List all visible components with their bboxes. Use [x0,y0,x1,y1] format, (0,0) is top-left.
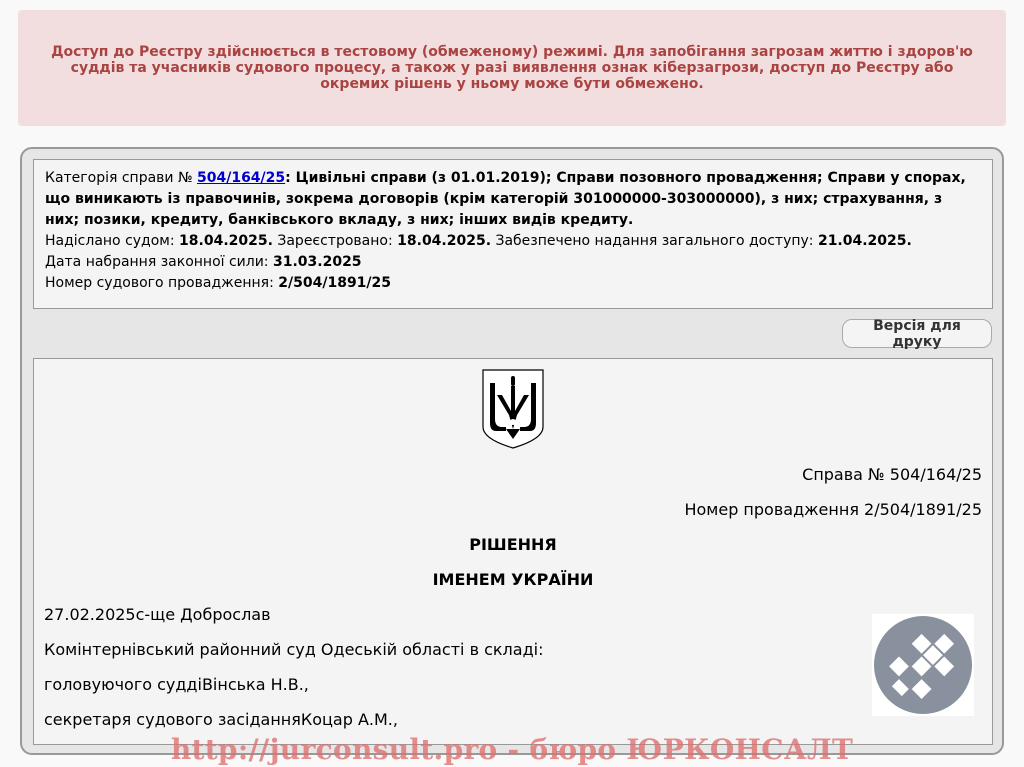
sent-label: Надіслано судом: [45,233,180,249]
secretary-line: секретаря судового засіданняКоцар А.М., [44,710,398,729]
force-date: 31.03.2025 [272,254,362,270]
proceeding-label: Номер судового провадження: [45,275,279,291]
case-number-link[interactable]: 504/164/25 [196,170,286,186]
proceeding-number: 2/504/1891/25 [278,275,392,291]
decision-title: РІШЕННЯ [469,535,557,554]
legal-force-row [45,252,981,273]
category-text: : Цивільні справи (з 01.01.2019); Справи позовного провадження; Справи у спорах, що виникають із правочинів, зокрема договорів (крім категорій 301000000-303000000), з них; страхування, з них; позики, кредиту, банківського вкладу, з них; інших видів кредиту. [45,170,966,228]
decision-document [33,358,993,745]
access-warning-banner [18,10,1006,126]
force-label: Дата набрання законної сили: [45,254,273,270]
access-label: Забезпечено надання загального доступу: [491,233,818,249]
case-info-panel [33,159,993,309]
court-line: Комінтернівський районний суд Одеській області в складі: [44,640,544,659]
print-version-button[interactable]: Версія для друку [842,319,992,348]
proceeding-number-line: Номер провадження 2/504/1891/25 [684,500,982,519]
proceeding-row [45,273,981,294]
registered-label: Зареєстровано: [272,233,398,249]
case-category [45,168,981,231]
date-place-line: 27.02.2025с-ще Доброслав [44,605,271,624]
category-prefix: Категорія справи № [45,170,197,186]
decision-frame [20,147,1004,755]
access-warning-text: Доступ до Реєстру здійснюється в тестовому (обмеженому) режимі. Для запобігання загрозам життю і здоров'ю суддів та учасників судового процесу, а також у разі виявлення ознак кіберзагрози, доступ до Реєстру або окремих рішень у ньому може бути обмежено. [51,44,973,92]
dates-row [45,231,981,252]
registered-date: 18.04.2025. [397,233,492,249]
sent-date: 18.04.2025. [179,233,273,249]
jurconsult-logo-icon [872,614,974,716]
decision-subtitle: ІМЕНЕМ УКРАЇНИ [432,570,594,589]
judge-line: головуючого суддіВінська Н.В., [44,675,309,694]
case-number-line: Справа № 504/164/25 [802,465,982,484]
ukraine-trident-icon [482,369,544,449]
access-date: 21.04.2025. [817,233,912,249]
watermark-text: http://jurconsult.pro - бюро ЮРКОНСАЛТ [170,733,854,766]
